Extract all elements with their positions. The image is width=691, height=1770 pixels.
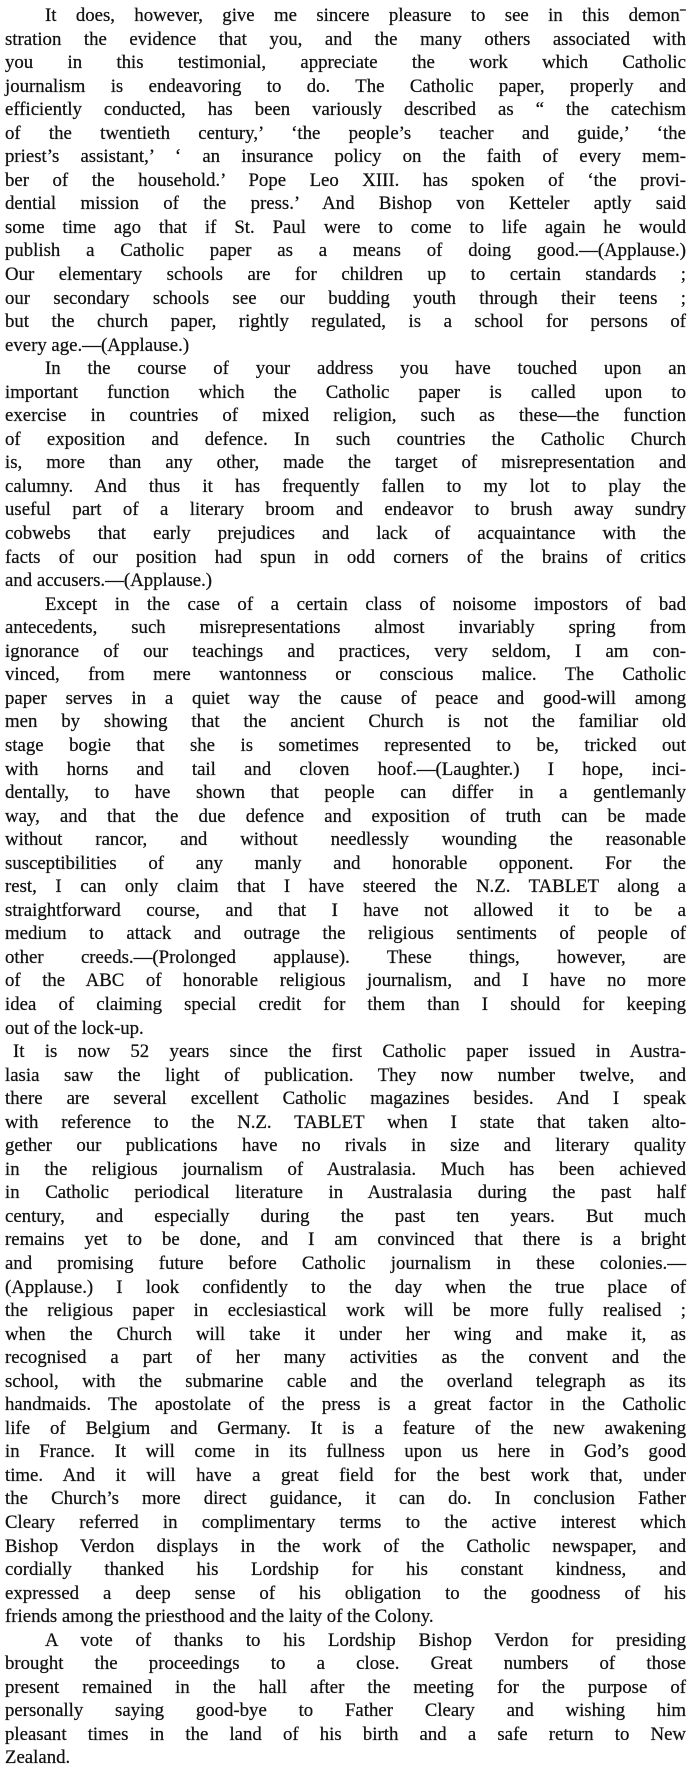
text-line: men by showing that the ancient Church is not the familiar old [5, 711, 686, 733]
text-line: paper serves in a quiet way the cause of peace and good-will among [5, 687, 686, 709]
text-line: and accusers.—(Applause.) [5, 570, 213, 592]
text-line: remains yet to be done, and I am convinced that there is a bright [5, 1229, 686, 1251]
text-line: the Church’s more direct guidance, it can do. In conclusion Father [5, 1488, 686, 1510]
article-column [5, 4, 686, 1770]
text-line: our secondary schools see our budding youth through their teens ; [5, 287, 686, 309]
article-paragraph [5, 593, 686, 1040]
text-line: cordially thanked his Lordship for his constant kindness, and [5, 1559, 686, 1581]
text-line: dentally, to have shown that people can differ in a gentlemanly [5, 782, 686, 804]
text-line: present remained in the hall after the meeting for the purpose of [5, 1676, 686, 1698]
text-line: publish a Catholic paper as a means of doing good.—(Applause.) [5, 240, 686, 262]
text-line: way, and that the due defence and exposition of truth can be made [5, 805, 686, 827]
text-line: Bishop Verdon displays in the work of the Catholic newspaper, and [5, 1535, 686, 1557]
text-line: Our elementary schools are for children up to certain standards ; [5, 264, 686, 286]
text-line: stage bogie that she is sometimes represented to be, tricked out [5, 734, 686, 756]
text-line: medium to attack and outrage the religious sentiments of people of [5, 923, 686, 945]
text-line: efficiently conducted, has been variously described as “ the catechism [5, 99, 686, 121]
text-line: vinced, from mere wantonness or conscious malice. The Catholic [5, 664, 686, 686]
text-line: life of Belgium and Germany. It is a feature of the new awakening [5, 1417, 686, 1439]
text-line: calumny. And thus it has frequently fallen to my lot to play the [5, 475, 686, 497]
text-line: time. And it will have a great field for the best work that, under [5, 1464, 686, 1486]
text-line: other creeds.—(Prolonged applause). These things, however, are [5, 946, 686, 968]
text-line: lasia saw the light of publication. They now number twelve, and [5, 1064, 686, 1086]
text-line: ber of the household.’ Pope Leo XIII. has spoken of ‘the provi- [5, 169, 686, 191]
text-line: when the Church will take it under her wing and make it, as [5, 1323, 686, 1345]
text-line: useful part of a literary broom and endeavor to brush away sundry [5, 499, 686, 521]
text-line: of the ABC of honorable religious journalism, and I have no more [5, 970, 686, 992]
text-line: susceptibilities of any manly and honorable opponent. For the [5, 852, 686, 874]
text-line: in the religious journalism of Australasia. Much has been achieved [5, 1158, 686, 1180]
text-line: dential mission of the press.’ And Bishop von Ketteler aptly said [5, 193, 686, 215]
text-line: (Applause.) I look confidently to the day when the true place of [5, 1276, 686, 1298]
text-line: idea of claiming special credit for them than I should for keeping [5, 993, 686, 1015]
text-line: without rancor, and without needlessly wounding the reasonable [5, 829, 686, 851]
article-paragraph [5, 1629, 686, 1770]
text-line: straightforward course, and that I have not allowed it to be a [5, 899, 686, 921]
article-paragraph [5, 4, 686, 357]
text-line: rest, I can only claim that I have steered the N.Z. TABLET along a [5, 876, 686, 898]
text-line: you in this testimonial, appreciate the work which Catholic [5, 52, 686, 74]
text-line: the religious paper in ecclesiastical work will be more fully realised ; [5, 1300, 686, 1322]
text-line: with reference to the N.Z. TABLET when I state that taken alto- [5, 1111, 686, 1133]
text-line: in Catholic periodical literature in Australasia during the past half [5, 1182, 686, 1204]
text-line: journalism is endeavoring to do. The Catholic paper, properly and [5, 75, 686, 97]
text-line: gether our publications have no rivals in size and literary quality [5, 1135, 686, 1157]
text-line: of the twentieth century,’ ‘the people’s teacher and guide,’ ‘the [5, 122, 686, 144]
text-line: Zealand. [5, 1747, 71, 1769]
text-line: antecedents, such misrepresentations almost invariably spring from [5, 617, 686, 639]
text-line: in France. It will come in its fullness upon us here in God’s good [5, 1441, 686, 1463]
text-line: personally saying good-bye to Father Cleary and wishing him [5, 1700, 686, 1722]
text-line: recognised a part of her many activities as the convent and the [5, 1347, 686, 1369]
text-line: friends among the priesthood and the laity of the Colony. [5, 1606, 434, 1628]
text-line: expressed a deep sense of his obligation to the goodness of his [5, 1582, 686, 1604]
text-line: is, more than any other, made the target of misrepresentation and [5, 452, 686, 474]
text-line: handmaids. The apostolate of the press is a great factor in the Catholic [5, 1394, 686, 1416]
text-line: brought the proceedings to a close. Great numbers of those [5, 1653, 686, 1675]
text-line: and promising future before Catholic journalism in these colonies.— [5, 1252, 686, 1274]
text-line: some time ago that if St. Paul were to come to life again he would [5, 216, 686, 238]
text-line: with horns and tail and cloven hoof.—(Laughter.) I hope, inci- [5, 758, 686, 780]
text-line: but the church paper, rightly regulated, is a school for persons of [5, 311, 686, 333]
article-paragraph [5, 357, 686, 592]
text-line: Cleary referred in complimentary terms to the active interest which [5, 1512, 686, 1533]
text-line: It does, however, give me sincere pleasure to see in this demonˉ [45, 5, 686, 26]
text-line: stration the evidence that you, and the many others associated with [5, 28, 686, 50]
text-line: cobwebs that early prejudices and lack of acquaintance with the [5, 523, 686, 545]
text-line: priest’s assistant,’ ‘ an insurance policy on the faith of every mem- [5, 146, 686, 168]
text-line: every age.—(Applause.) [5, 334, 190, 356]
text-line: school, with the submarine cable and the overland telegraph as its [5, 1370, 686, 1392]
article-paragraph [5, 1040, 686, 1629]
text-line: exercise in countries of mixed religion, such as these—the function [5, 405, 686, 427]
text-line: In the course of your address you have touched upon an [45, 358, 686, 380]
text-line: facts of our position had spun in odd corners of the brains of critics [5, 546, 686, 568]
text-line: pleasant times in the land of his birth and a safe return to New [5, 1723, 686, 1745]
text-line: of exposition and defence. In such countries the Catholic Church [5, 428, 686, 450]
text-line: It is now 52 years since the first Catholic paper issued in Austra- [13, 1041, 686, 1063]
text-line: Except in the case of a certain class of noisome impostors of bad [45, 593, 686, 615]
text-line: there are several excellent Catholic magazines besides. And I speak [5, 1088, 686, 1110]
text-line: out of the lock-up. [5, 1017, 144, 1039]
text-line: century, and especially during the past ten years. But much [5, 1205, 686, 1227]
text-line: A vote of thanks to his Lordship Bishop Verdon for presiding [45, 1629, 686, 1651]
text-line: ignorance of our teachings and practices, very seldom, I am con- [5, 640, 686, 662]
text-line: important function which the Catholic paper is called upon to [5, 381, 686, 403]
